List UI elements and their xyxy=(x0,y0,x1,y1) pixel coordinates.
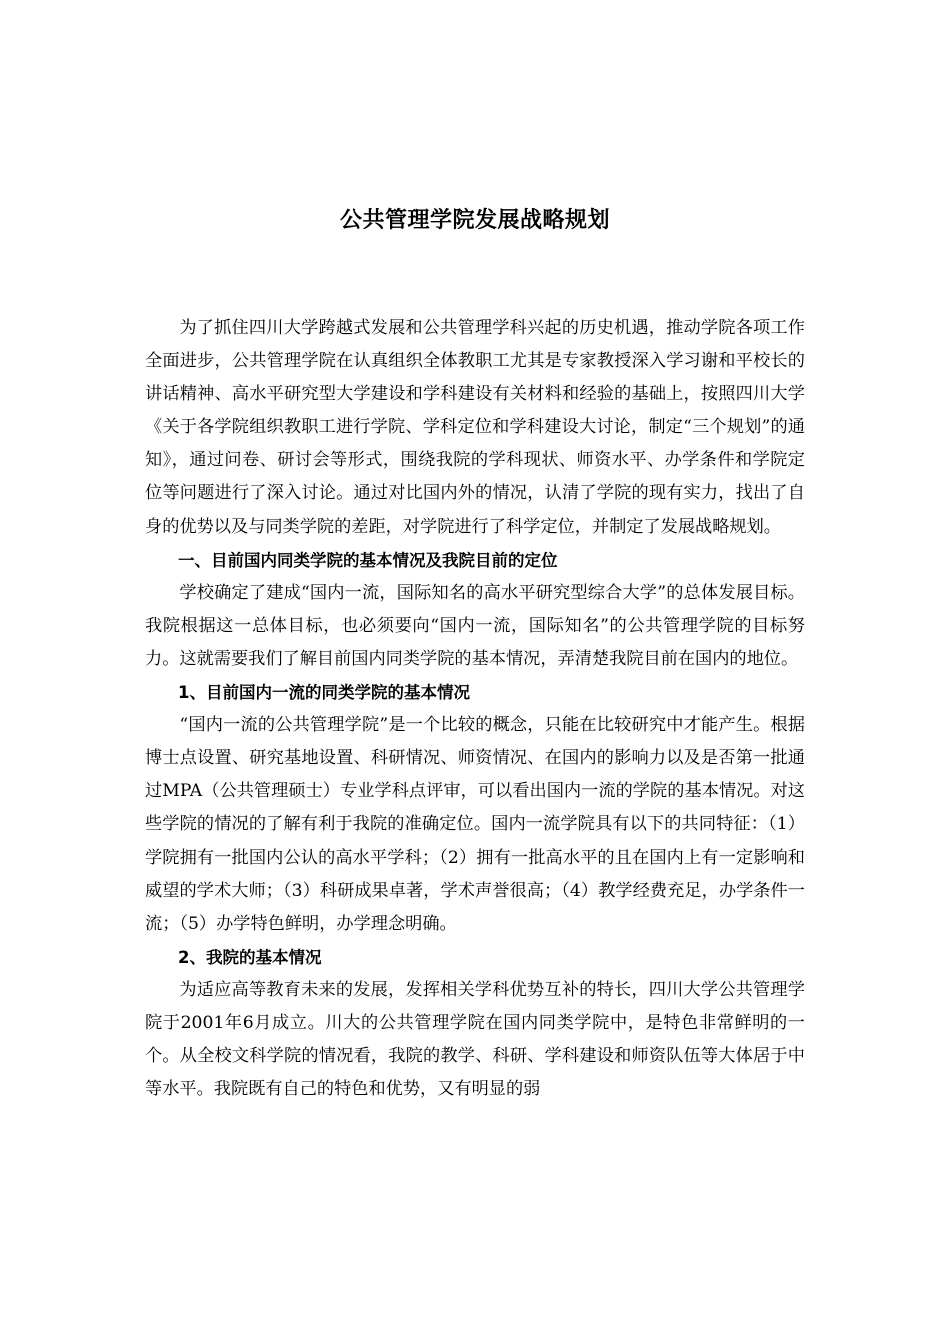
subsection-heading-2: 2、我院的基本情况 xyxy=(178,947,322,967)
section-heading-1: 一、目前国内同类学院的基本情况及我院目前的定位 xyxy=(178,550,558,570)
document-title: 公共管理学院发展战略规划 xyxy=(339,208,610,233)
document-body xyxy=(145,312,805,1106)
intro-paragraph: 为了抓住四川大学跨越式发展和公共管理学科兴起的历史机遇，推动学院各项工作全面进步，公共管理学院在认真组织全体教职工尤其是专家教授深入学习谢和平校长的讲话精神、高水平研究型大学建设和学科建设有关材料和经验的基础上，按照四川大学《关于各学院组织教职工进行学院、学科定位和学科建设大讨论，制定“三个规划”的通知》，通过问卷、研讨会等形式，围绕我院的学科现状、师资水平、办学条件和学院定位等问题进行了深入讨论。通过对比国内外的情况，认清了学院的现有实力，找出了自身的优势以及与同类学院的差距，对学院进行了科学定位，并制定了发展战略规划。 xyxy=(145,318,805,537)
section-1-paragraph: 学校确定了建成“国内一流，国际知名的高水平研究型综合大学”的总体发展目标。我院根据这一总体目标，也必须要向“国内一流，国际知名”的公共管理学院的目标努力。这就需要我们了解目前国内同类学院的基本情况，弄清楚我院目前在国内的地位。 xyxy=(145,582,805,669)
subsection-2-paragraph: 为适应高等教育未来的发展，发挥相关学科优势互补的特长，四川大学公共管理学院于2001年6月成立。川大的公共管理学院在国内同类学院中，是特色非常鲜明的一个。从全校文科学院的情况看，我院的教学、科研、学科建设和师资队伍等大体居于中等水平。我院既有自己的特色和优势，又有明显的弱 xyxy=(145,979,805,1100)
subsection-1-paragraph: “国内一流的公共管理学院”是一个比较的概念，只能在比较研究中才能产生。根据博士点设置、研究基地设置、科研情况、师资情况、在国内的影响力以及是否第一批通过MPA（公共管理硕士）专业学科点评审，可以看出国内一流的学院的基本情况。对这些学院的情况的了解有利于我院的准确定位。国内一流学院具有以下的共同特征：（1）学院拥有一批国内公认的高水平学科；（2）拥有一批高水平的且在国内上有一定影响和威望的学术大师；（3）科研成果卓著，学术声誉很高；（4）教学经费充足，办学条件一流；（5）办学特色鲜明，办学理念明确。 xyxy=(145,715,805,934)
subsection-heading-1: 1、目前国内一流的同类学院的基本情况 xyxy=(178,683,470,703)
